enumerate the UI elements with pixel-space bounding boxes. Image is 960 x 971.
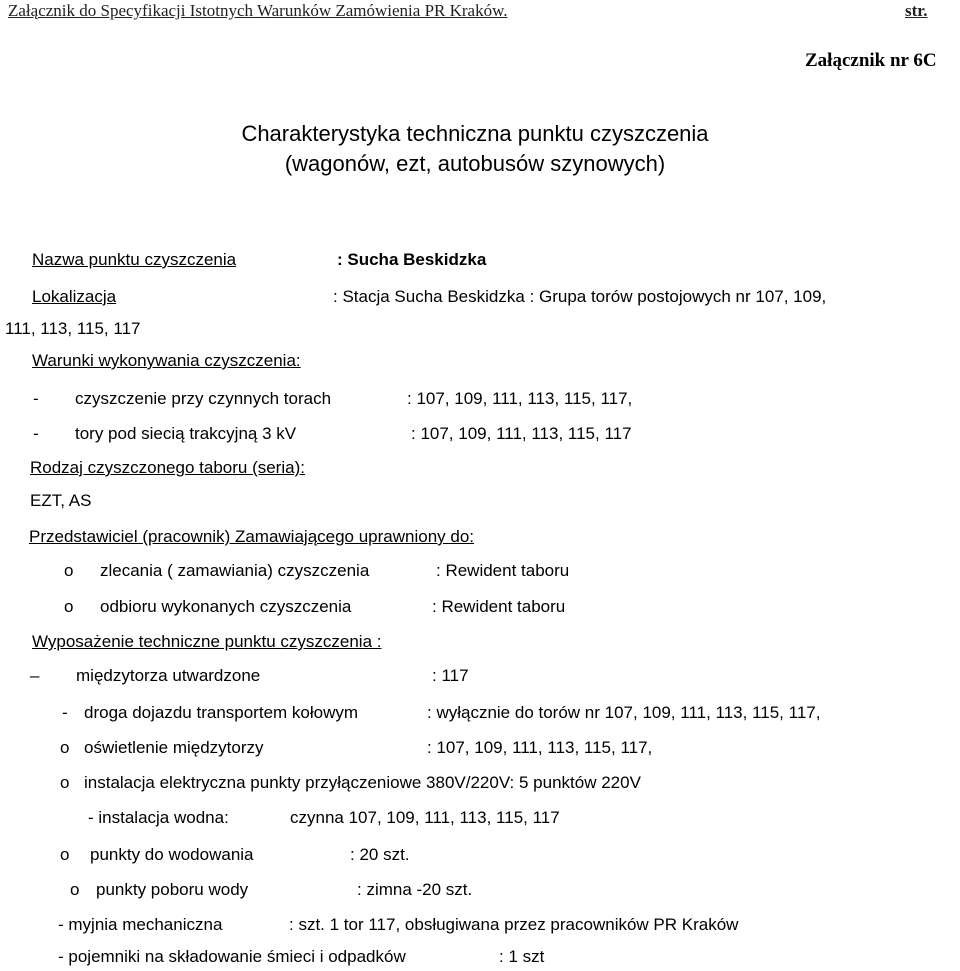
equipment-item-label: oświetlenie międzytorzy <box>84 738 264 757</box>
list-bullet: – <box>30 666 40 685</box>
equipment-heading-part2: czyszczenia : <box>280 632 382 651</box>
conditions-item-value: : 107, 109, 111, 113, 115, 117 <box>411 424 632 443</box>
location-value: : Stacja Sucha Beskidzka : Grupa torów postojowych nr 107, 109, <box>333 287 827 306</box>
list-bullet: o <box>60 773 70 792</box>
location-value-continued: 111, 113, 115, 117 <box>5 319 141 338</box>
list-bullet: - <box>33 389 39 408</box>
equipment-item-label: instalacja elektryczna punkty przyłączeniowe 380V/220V: 5 punktów 220V <box>84 773 641 792</box>
equipment-item-label: - pojemniki na składowanie śmieci i odpadków <box>58 947 406 966</box>
equipment-item-value: : 1 szt <box>499 947 545 966</box>
equipment-heading <box>32 632 381 652</box>
name-value: : Sucha Beskidzka <box>337 250 487 269</box>
equipment-item-value: : 20 szt. <box>350 845 410 864</box>
equipment-item-label: - instalacja wodna: <box>88 808 229 827</box>
list-bullet: - <box>62 703 68 722</box>
equipment-item-label: - myjnia mechaniczna <box>58 915 223 934</box>
equipment-item-value: : zimna -20 szt. <box>357 880 473 899</box>
list-bullet: - <box>33 424 39 443</box>
document-title-line2: (wagonów, ezt, autobusów szynowych) <box>284 151 666 176</box>
equipment-item-value: : 117 <box>432 666 469 685</box>
rolling-stock-heading: Rodzaj czyszczonego taboru (seria): <box>30 458 305 477</box>
page-header-left: Załącznik do Specyfikacji Istotnych Warunków Zamówienia PR Kraków. <box>8 1 508 20</box>
equipment-item-value: : wyłącznie do torów nr 107, 109, 111, 113, 115, 117, <box>427 703 821 722</box>
location-label: Lokalizacja <box>32 287 117 306</box>
representative-item-label: odbioru wykonanych czyszczenia <box>100 597 352 616</box>
conditions-item-value: : 107, 109, 111, 113, 115, 117, <box>407 389 633 408</box>
conditions-heading: Warunki wykonywania czyszczenia: <box>32 351 301 370</box>
equipment-item-label: międzytorza utwardzone <box>76 666 261 685</box>
conditions-item-label: tory pod siecią trakcyjną 3 kV <box>75 424 297 443</box>
representative-item-label: zlecania ( zamawiania) czyszczenia <box>100 561 370 580</box>
name-label: Nazwa punktu czyszczenia <box>32 250 237 269</box>
equipment-heading-part1: Wyposażenie techniczne punktu <box>32 632 281 651</box>
annex-number: Załącznik nr 6C <box>805 50 937 71</box>
representative-item-value: : Rewident taboru <box>436 561 570 580</box>
list-bullet: o <box>60 738 70 757</box>
list-bullet: o <box>64 597 74 616</box>
equipment-item-label: punkty do wodowania <box>90 845 254 864</box>
list-bullet: o <box>70 880 80 899</box>
representative-item-value: : Rewident taboru <box>432 597 566 616</box>
list-bullet: o <box>60 845 70 864</box>
equipment-item-value: : szt. 1 tor 117, obsługiwana przez pracowników PR Kraków <box>289 915 739 934</box>
rolling-stock-value: EZT, AS <box>30 491 92 510</box>
document-title-line1: Charakterystyka techniczna punktu czyszczenia <box>241 121 709 146</box>
equipment-item-value: czynna 107, 109, 111, 113, 115, 117 <box>290 808 560 827</box>
list-bullet: o <box>64 561 74 580</box>
equipment-item-value: : 107, 109, 111, 113, 115, 117, <box>427 738 653 757</box>
representative-heading: Przedstawiciel (pracownik) Zamawiającego uprawniony do: <box>29 527 475 546</box>
page-header-right: str. <box>905 1 928 20</box>
conditions-item-label: czyszczenie przy czynnych torach <box>75 389 332 408</box>
equipment-item-label: droga dojazdu transportem kołowym <box>84 703 359 722</box>
equipment-item-label: punkty poboru wody <box>96 880 249 899</box>
